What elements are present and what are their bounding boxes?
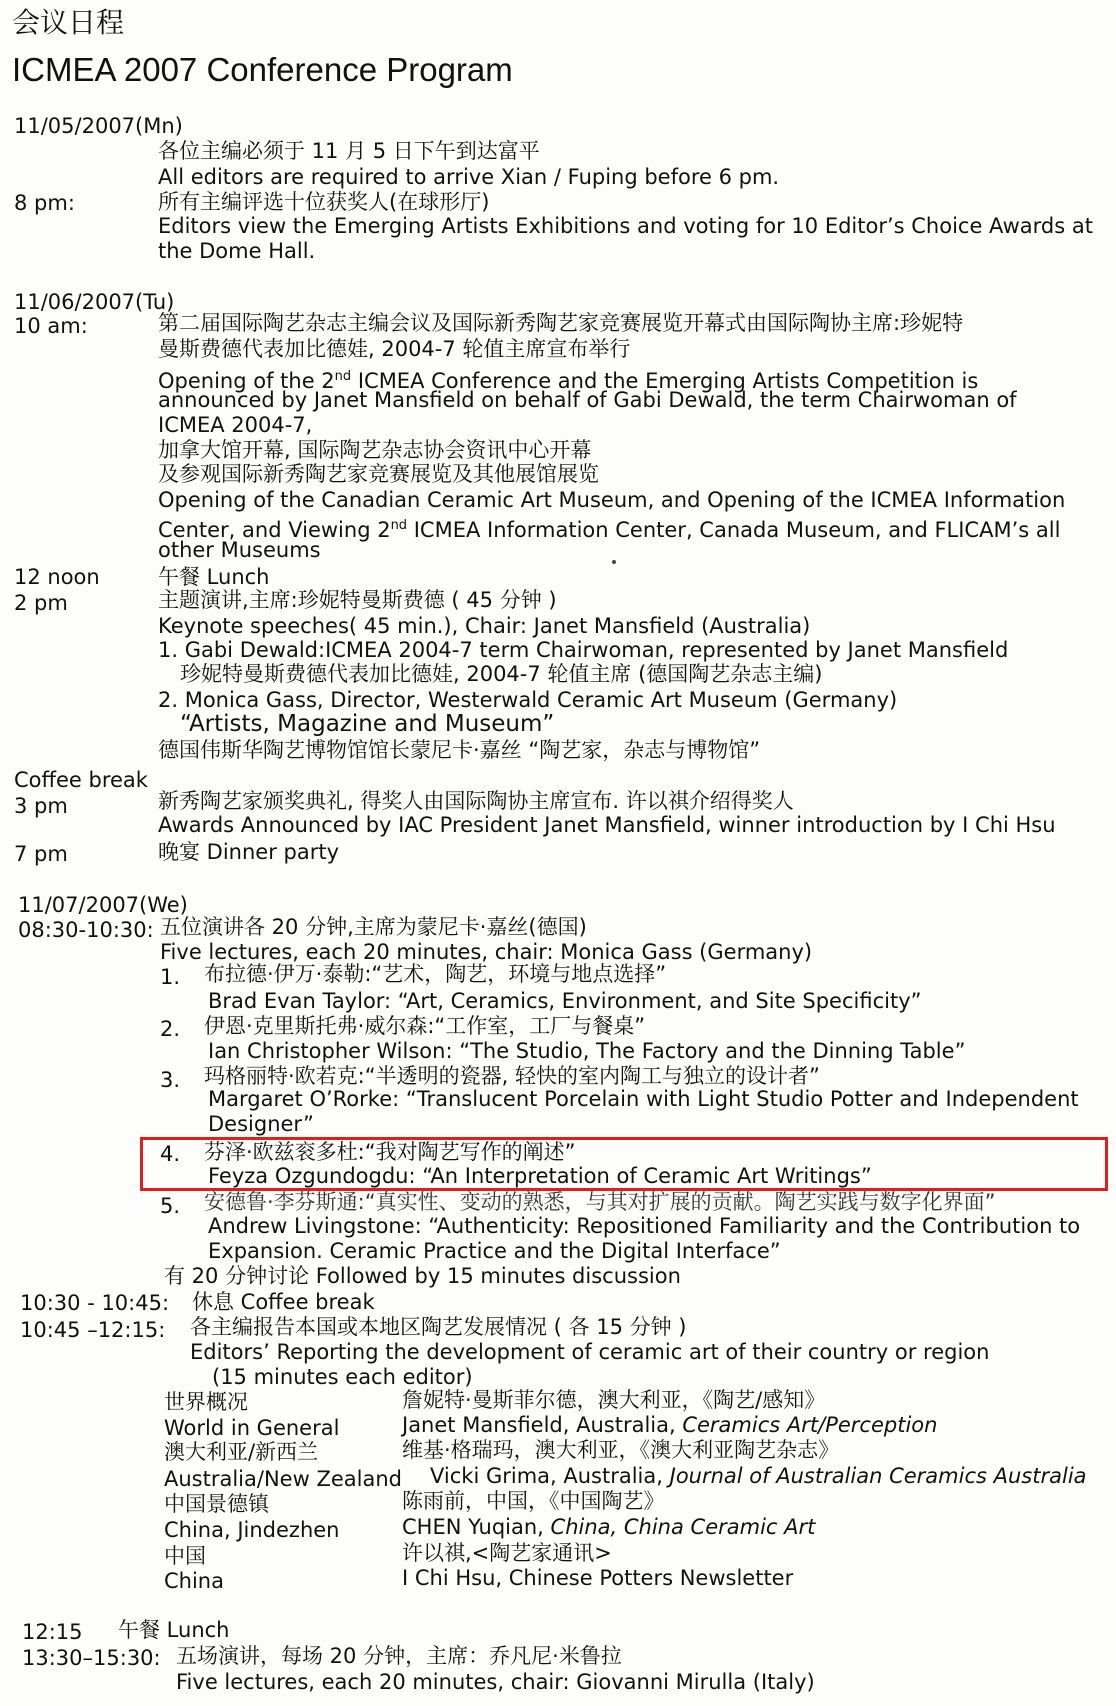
lecture-3-cn: 玛格丽特·欧若克:“半透明的瓷器, 轻快的室内陶工与独立的设计者” (204, 1064, 820, 1088)
day2-awards-en: Awards Announced by IAC President Janet Mansfield, winner introduction by I Chi Hsu (158, 813, 1056, 837)
day2-keynote-en: Keynote speeches( 45 min.), Chair: Janet Mansfield (Australia) (158, 614, 811, 638)
day3-lectures-cn: 五位演讲各 20 分钟,主席为蒙尼卡·嘉丝(德国) (160, 915, 587, 939)
day2-opening-en-c: ICMEA 2004-7, (158, 413, 313, 437)
day3-time-break: 10:30 - 10:45: (20, 1291, 170, 1315)
day3-lunch: 午餐 Lunch (118, 1618, 230, 1642)
lecture-5-cn: 安德鲁·李芬斯通:“真实性、变动的熟悉，与其对扩展的贡献。陶艺实践与数字化界面” (204, 1190, 996, 1214)
day3-date: 11/07/2007(We) (18, 893, 188, 917)
report-1-editor-en: Janet Mansfield, Australia, Ceramics Art/Perception (402, 1413, 938, 1437)
reports-cn: 各主编报告本国或本地区陶艺发展情况 ( 各 15 分钟 ) (190, 1315, 687, 1339)
report-1-editor-cn: 詹妮特·曼斯菲尔德，澳大利亚，《陶艺/感知》 (402, 1388, 826, 1412)
lecture-2-num: 2. (160, 1017, 181, 1041)
lecture-1-num: 1. (160, 965, 181, 989)
lecture-2-en: Ian Christopher Wilson: “The Studio, The Factory and the Dinning Table” (208, 1039, 966, 1063)
report-4-editor-cn: 许以祺,<陶艺家通讯> (402, 1541, 612, 1565)
day2-time-7pm: 7 pm (14, 842, 68, 866)
reports-en-b: (15 minutes each editor) (212, 1365, 473, 1389)
lecture-4-num: 4. (160, 1142, 181, 1166)
reports-en-a: Editors’ Reporting the development of ceramic art of their country or region (190, 1340, 990, 1364)
lecture-5-num: 5. (160, 1194, 181, 1218)
day2-opening-en-a: Opening of the 2nd ICMEA Conference and the Emerging Artists Competition is (158, 369, 979, 393)
day3-time-lunch: 12:15 (22, 1620, 83, 1644)
page-title: ICMEA 2007 Conference Program (12, 51, 513, 88)
lecture-3-en-cont: Designer” (208, 1112, 314, 1136)
day2-opening-en-b: announced by Janet Mansfield on behalf of Gabi Dewald, the term Chairwoman of (158, 388, 1017, 412)
day2-time-noon: 12 noon (14, 565, 100, 589)
report-2-editor-en: Vicki Grima, Australia, Journal of Australian Ceramics Australia (430, 1464, 1087, 1488)
day3-coffee-break: 休息 Coffee break (192, 1290, 375, 1314)
day2-time-2pm: 2 pm (14, 591, 68, 615)
day1-voting-en-b: the Dome Hall. (158, 239, 316, 263)
day2-keynote-cn: 主题演讲,主席:珍妮特曼斯费德 ( 45 分钟 ) (158, 588, 557, 612)
day3-time-reports: 10:45 –12:15: (20, 1318, 166, 1342)
discussion-note: 有 20 分钟讨论 Followed by 15 minutes discussion (164, 1264, 681, 1288)
report-1-region-cn: 世界概况 (164, 1390, 248, 1414)
lecture-1-cn: 布拉德·伊万·泰勒:“艺术，陶艺，环境与地点选择” (204, 962, 667, 986)
day1-voting-en-a: Editors view the Emerging Artists Exhibitions and voting for 10 Editor’s Choice Awards at (158, 214, 1093, 238)
day2-museum-cn-a: 加拿大馆开幕, 国际陶艺杂志协会资讯中心开幕 (158, 438, 592, 462)
day2-keynote1-en: 1. Gabi Dewald:ICMEA 2004-7 term Chairwoman, represented by Janet Mansfield (158, 638, 1009, 662)
day3-time-afternoon: 13:30–15:30: (22, 1646, 161, 1670)
day2-coffee-break: Coffee break (14, 768, 148, 792)
report-2-region-cn: 澳大利亚/新西兰 (164, 1440, 319, 1464)
day2-museum-en-b: Center, and Viewing 2nd ICMEA Information Center, Canada Museum, and FLICAM’s all (158, 518, 1061, 542)
report-1-region-en: World in General (164, 1416, 340, 1440)
lecture-5-en-cont: Expansion. Ceramic Practice and the Digital Interface” (208, 1239, 781, 1263)
highlight-box (140, 1137, 1108, 1191)
report-3-editor-en: CHEN Yuqian, China, China Ceramic Art (402, 1515, 816, 1539)
day2-keynote1-cn: 珍妮特曼斯费德代表加比德娃, 2004-7 轮值主席 (德国陶艺杂志主编) (180, 662, 823, 686)
day2-date: 11/06/2007(Tu) (14, 290, 175, 314)
report-2-editor-cn: 维基·格瑞玛，澳大利亚，《澳大利亚陶艺杂志》 (402, 1438, 840, 1462)
day2-keynote2-en: 2. Monica Gass, Director, Westerwald Ceramic Art Museum (Germany) (158, 688, 898, 712)
day2-awards-cn: 新秀陶艺家颁奖典礼, 得奖人由国际陶协主席宣布. 许以祺介绍得奖人 (158, 789, 794, 813)
day2-museum-en-c: other Museums (158, 538, 321, 562)
lecture-3-num: 3. (160, 1068, 181, 1092)
report-3-region-en: China, Jindezhen (164, 1518, 340, 1542)
day1-arrival-cn: 各位主编必须于 11 月 5 日下午到达富平 (158, 139, 540, 163)
day2-opening-cn-b: 曼斯费德代表加比德娃, 2004-7 轮值主席宣布举行 (158, 337, 631, 361)
day2-keynote2-title: “Artists, Magazine and Museum” (180, 711, 555, 737)
day2-museum-en-a: Opening of the Canadian Ceramic Art Museum, and Opening of the ICMEA Information (158, 488, 1066, 512)
lecture-5-en: Andrew Livingstone: “Authenticity: Repositioned Familiarity and the Contribution to (208, 1214, 1081, 1238)
afternoon-lectures-en: Five lectures, each 20 minutes, chair: Giovanni Mirulla (Italy) (176, 1670, 815, 1694)
day2-museum-cn-b: 及参观国际新秀陶艺家竞赛展览及其他展馆展览 (158, 462, 599, 486)
day3-lectures-en: Five lectures, each 20 minutes, chair: Monica Gass (Germany) (160, 940, 813, 964)
scan-speck (612, 560, 616, 564)
day1-voting-cn: 所有主编评选十位获奖人(在球形厅) (158, 190, 490, 214)
report-2-region-en: Australia/New Zealand (164, 1467, 402, 1491)
lecture-4-en: Feyza Ozgundogdu: “An Interpretation of Ceramic Art Writings” (208, 1164, 872, 1188)
lecture-2-cn: 伊恩·克里斯托弗·威尔森:“工作室，工厂与餐桌” (204, 1014, 646, 1038)
day1-time-8pm: 8 pm: (14, 191, 75, 215)
afternoon-lectures-cn: 五场演讲，每场 20 分钟，主席：乔凡尼·米鲁拉 (176, 1644, 622, 1668)
report-3-editor-cn: 陈雨前，中国，《中国陶艺》 (402, 1489, 665, 1513)
lecture-4-cn: 芬泽·欧兹衮多杜:“我对陶艺写作的阐述” (204, 1140, 576, 1164)
report-4-region-en: China (164, 1569, 224, 1593)
page-title-cn: 会议日程 (12, 6, 125, 39)
day2-lunch: 午餐 Lunch (158, 565, 270, 589)
day2-keynote2-cn: 德国伟斯华陶艺博物馆馆长蒙尼卡·嘉丝 “陶艺家，杂志与博物馆” (158, 738, 761, 762)
day2-time-10am: 10 am: (14, 314, 88, 338)
day2-time-3pm: 3 pm (14, 794, 68, 818)
lecture-3-en: Margaret O’Rorke: “Translucent Porcelain with Light Studio Potter and Independent (208, 1087, 1079, 1111)
report-4-region-cn: 中国 (164, 1544, 206, 1568)
day2-opening-cn-a: 第二届国际陶艺杂志主编会议及国际新秀陶艺家竞赛展览开幕式由国际陶协主席:珍妮特 (158, 311, 964, 335)
day2-dinner: 晚宴 Dinner party (158, 840, 340, 864)
day3-time-morning: 08:30-10:30: (18, 918, 154, 942)
report-4-editor-en: I Chi Hsu, Chinese Potters Newsletter (402, 1566, 794, 1590)
lecture-1-en: Brad Evan Taylor: “Art, Ceramics, Environment, and Site Specificity” (208, 989, 922, 1013)
day1-arrival-en: All editors are required to arrive Xian / Fuping before 6 pm. (158, 165, 780, 189)
report-3-region-cn: 中国景德镇 (164, 1492, 269, 1516)
day1-date: 11/05/2007(Mn) (14, 114, 183, 138)
